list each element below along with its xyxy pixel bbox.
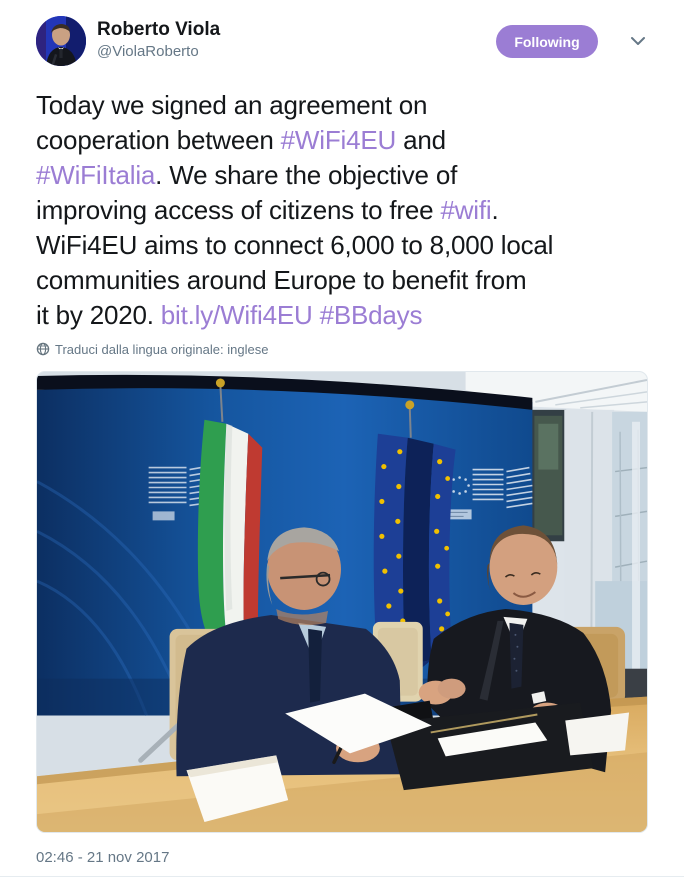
chevron-down-icon[interactable] (630, 36, 646, 46)
tweet-text-segment: improving access of citizens to free (36, 195, 441, 225)
avatar-image (36, 16, 86, 66)
tweet-text-segment: cooperation between (36, 125, 281, 155)
tweet-header (36, 14, 654, 70)
tweet-link[interactable]: bit.ly/Wifi4EU (160, 300, 313, 330)
photo-scene (37, 372, 647, 832)
tweet-text-segment: it by 2020. (36, 300, 161, 330)
globe-icon (36, 342, 50, 356)
tweet-photo[interactable] (36, 371, 648, 833)
display-name[interactable]: Roberto Viola (97, 19, 221, 40)
bottom-divider (0, 876, 684, 877)
following-button[interactable]: Following (496, 25, 598, 58)
tweet-link[interactable]: #WiFiItalia (36, 160, 156, 190)
tweet-link[interactable]: #BBdays (319, 300, 423, 330)
tweet-text-segment: . (491, 195, 499, 225)
tweet-text (36, 88, 644, 333)
tweet-link[interactable]: #WiFi4EU (280, 125, 397, 155)
timestamp[interactable]: 02:46 - 21 nov 2017 (36, 849, 170, 866)
tweet-text-segment: Today we signed an agreement on (36, 90, 428, 120)
tweet-text-segment (313, 300, 320, 330)
translate-row[interactable] (36, 341, 268, 357)
avatar[interactable] (36, 16, 86, 66)
tweet-text-segment: communities around Europe to benefit from (36, 265, 527, 295)
user-names (97, 18, 220, 62)
user-handle[interactable]: @ViolaRoberto (97, 43, 199, 60)
tweet-link[interactable]: #wifi (440, 195, 492, 225)
tweet-text-segment: . We share the objective of (155, 160, 458, 190)
translate-label: Traduci dalla lingua originale: inglese (55, 341, 269, 357)
tweet-text-segment: WiFi4EU aims to connect 6,000 to 8,000 local (36, 230, 554, 260)
tweet-text-segment: and (396, 125, 446, 155)
